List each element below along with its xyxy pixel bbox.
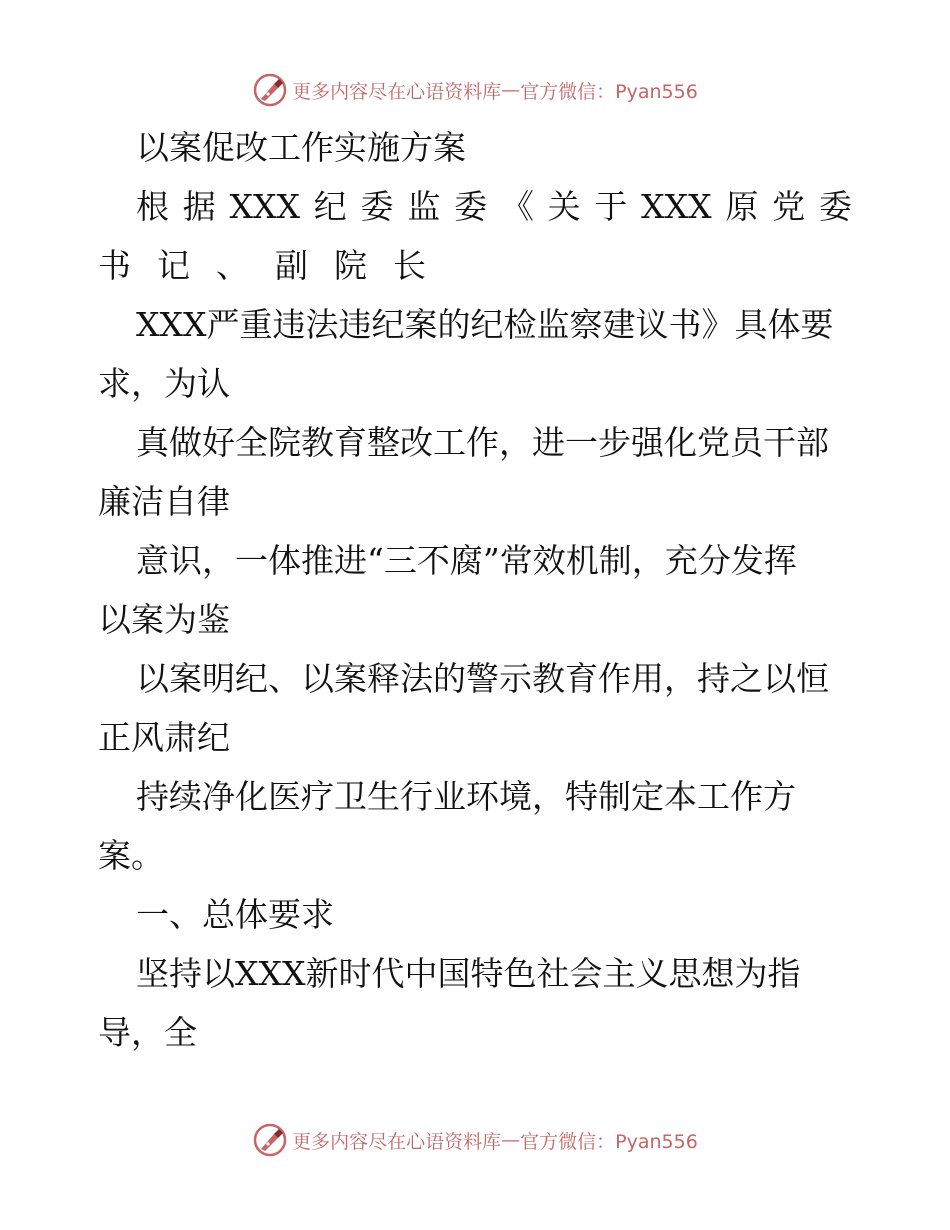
footer-watermark-banner: [0, 1120, 950, 1160]
site-text: 更多内容尽在心语资料库: [292, 1130, 502, 1153]
site-text: 更多内容尽在心语资料库: [292, 80, 502, 103]
paragraph-line-9: 以案明纪、以案释法的警示教育作用，持之以恒: [136, 659, 829, 698]
paragraph-line-2: [98, 236, 852, 295]
paragraph-line-6: 廉洁自律: [98, 482, 230, 521]
pen-nib-seal-icon: [252, 72, 288, 108]
banner-separator: —: [501, 1129, 521, 1151]
line-char: 原: [725, 187, 759, 226]
document-body: [98, 118, 852, 1062]
line-char: 纪: [313, 187, 347, 226]
paragraph-line-3: XXX严重违法违纪案的纪检监察建议书》具体要: [136, 305, 834, 344]
line-char: 委: [818, 187, 852, 226]
line-char: 于: [594, 187, 628, 226]
line-char: 关: [547, 187, 581, 226]
paragraph-line-15: 导，全: [98, 1013, 197, 1052]
paragraph-line-5: 真做好全院教育整改工作，进一步强化党员干部: [136, 423, 829, 462]
line-char: 根: [136, 187, 169, 226]
paragraph-line-11: 持续净化医疗卫生行业环境，特制定本工作方: [136, 777, 796, 816]
line-char: XXX: [641, 187, 712, 226]
wechat-text: 官方微信：Pyan556: [520, 1130, 698, 1153]
line-char: XXX: [229, 187, 301, 226]
paragraph-line-12: 案。: [98, 836, 164, 875]
pen-nib-seal-icon: [252, 1122, 288, 1158]
line-char: 监: [407, 187, 441, 226]
document-title: 以案促改工作实施方案: [136, 128, 466, 167]
paragraph-line-7: 意识，一体推进“三不腐”常效机制，充分发挥: [136, 541, 797, 580]
paragraph-line-1: [98, 177, 852, 236]
line-char: 委: [360, 187, 394, 226]
paragraph-line-14: 坚持以XXX新时代中国特色社会主义思想为指: [136, 954, 801, 993]
line-char: 《: [500, 187, 534, 226]
header-watermark-banner: [0, 70, 950, 110]
line-text: 书记、副院长: [98, 246, 452, 285]
paragraph-line-10: 正风肃纪: [98, 718, 230, 757]
banner-separator: —: [501, 79, 521, 101]
paragraph-line-8: 以案为鉴: [98, 600, 230, 639]
line-char: 党: [772, 187, 806, 226]
line-char: 据: [182, 187, 216, 226]
line-char: 委: [454, 187, 488, 226]
paragraph-line-4: 求，为认: [98, 364, 230, 403]
wechat-text: 官方微信：Pyan556: [520, 80, 698, 103]
section-heading: 一、总体要求: [136, 895, 334, 934]
